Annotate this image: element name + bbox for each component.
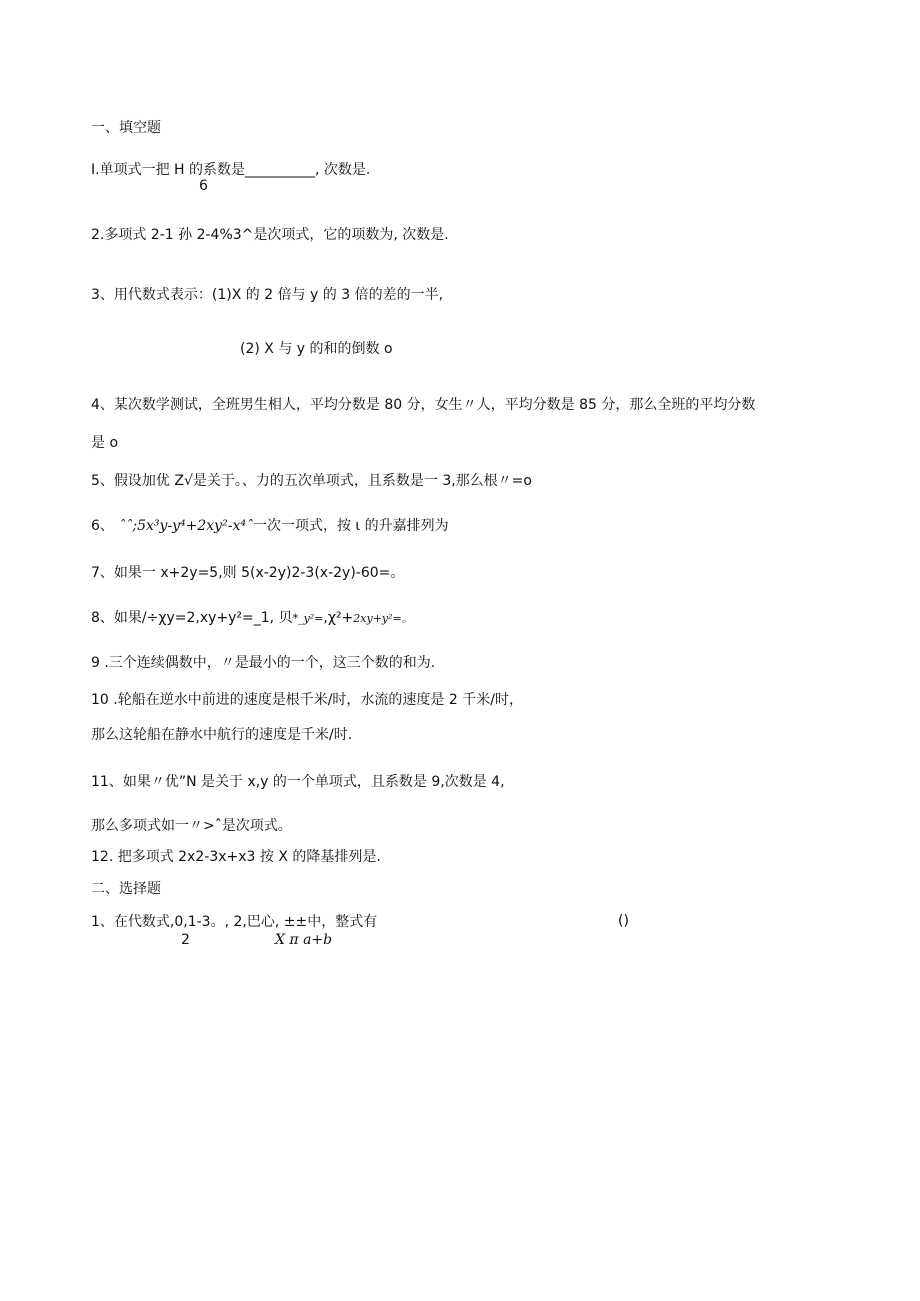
question-12: 12. 把多项式 2x2-3x+x3 按 X 的降基排列是. bbox=[91, 849, 381, 865]
question-11-line-2: 那么多项式如一〃>ˆ是次项式。 bbox=[91, 818, 292, 834]
question-9: 9 .三个连续偶数中，〃是最小的一个，这三个数的和为. bbox=[91, 655, 436, 671]
choice-question-1-answer-parens: () bbox=[618, 913, 629, 929]
section-title-choice: 二、选择题 bbox=[91, 881, 161, 897]
question-10-line-1: 10 .轮船在逆水中前进的速度是根千米/时，水流的速度是 2 千米/时， bbox=[91, 692, 523, 708]
question-8-part-2: *_y²= bbox=[292, 612, 324, 625]
question-5: 5、假设加优 Z√是关于。、力的五次单项式，且系数是一 3,那么根〃=o bbox=[91, 473, 532, 489]
question-1: I.单项式一把 H 的系数是__________, 次数是. bbox=[91, 162, 371, 178]
choice-question-1-denominator-2: X π a+b bbox=[275, 932, 333, 948]
question-3-line-2: (2) X 与 y 的和的倒数 o bbox=[240, 341, 393, 357]
question-6-suffix: 一次一项式，按 ι 的升嘉排列为 bbox=[252, 518, 449, 534]
question-6 bbox=[91, 517, 449, 535]
question-1-denominator: 6 bbox=[199, 178, 208, 194]
section-title-fill-in: 一、填空题 bbox=[91, 120, 161, 136]
question-4-line-2: 是 o bbox=[91, 435, 119, 451]
question-2: 2.多项式 2-1 孙 2-4%3^是次项式，它的项数为, 次数是. bbox=[91, 227, 449, 243]
question-4-line-1: 4、某次数学测试，全班男生相人，平均分数是 80 分，女生〃人，平均分数是 85 分，那么全班的平均分数 bbox=[91, 397, 756, 413]
question-3-line-1: 3、用代数式表示：(1)X 的 2 倍与 y 的 3 倍的差的一半, bbox=[91, 287, 444, 303]
question-8 bbox=[91, 609, 413, 628]
question-10-line-2: 那么这轮船在静水中航行的速度是千米/时. bbox=[91, 727, 353, 743]
question-6-prefix: 6、 bbox=[91, 518, 119, 534]
question-8-part-3: ,χ²+ bbox=[323, 610, 354, 626]
question-6-formula: ˆˆ;5x³y-y⁴+2xy²-x⁴ˆ bbox=[118, 518, 253, 534]
choice-question-1-denominator-1: 2 bbox=[181, 932, 190, 948]
question-11-line-1: 11、如果〃优”N 是关于 x,y 的一个单项式，且系数是 9,次数是 4, bbox=[91, 774, 505, 790]
question-8-part-4: 2xy+y²=。 bbox=[353, 612, 413, 625]
question-7: 7、如果一 x+2y=5,则 5(x-2y)2-3(x-2y)-60=。 bbox=[91, 565, 405, 581]
choice-question-1: 1、在代数式,0,1-3。, 2,巴心, ±±中，整式有 bbox=[91, 914, 378, 930]
question-8-part-1: 8、如果/÷χy=2,xy+y²=_1, 贝 bbox=[91, 610, 293, 626]
